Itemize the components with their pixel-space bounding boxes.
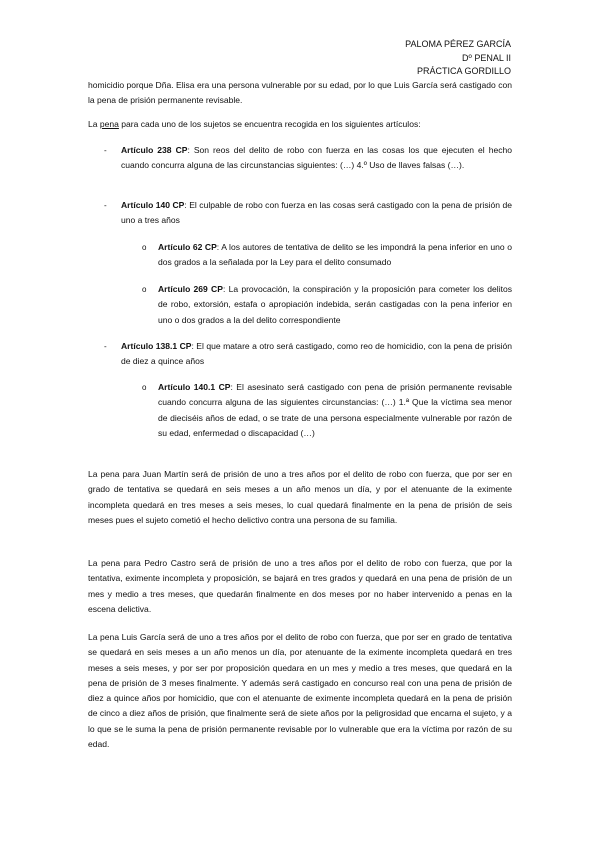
course-name: Dº PENAL II (462, 52, 511, 63)
article-item (104, 143, 512, 174)
body-paragraph (88, 556, 512, 617)
paragraph-luis-garcia: La pena Luis García será de uno a tres años por el delito de robo con fuerza, que por ser en grado de tentativa se quedará en seis meses a un año menos un día, por atenuante de la eximente incompleta quedará en tres meses a seis meses, y por ser por proposición quedara en un mes y medio a tres meses, que quedará en la pena de prisión de 3 meses finalmente. Y además será castigado en concurso real con una pena de prisión de diez a quince años por homicidio, que con el atenuante de eximente incompleta quedará en la pena de prisión de cinco a diez años de prisión, que finalmente será de siete años por la peligrosidad que encarna el sujeto, y a lo que se le suma la pena de prisión permanente revisable por lo vulnerable que era la víctima por razón de su edad. (88, 632, 512, 750)
article-title: Artículo 62 CP (158, 242, 217, 252)
penalty-intro-pre: La (88, 119, 100, 129)
author-name: PALOMA PÉREZ GARCÍA (405, 39, 511, 49)
article-title: Artículo 140 CP (121, 200, 185, 210)
article-text: : La provocación, la conspiración y la proposición para cometer los delitos de robo, extorsión, estafa o apropiación indebida, serán castigadas con la pena inferior en uno o dos grados a la del delito correspondiente (158, 284, 512, 325)
bullet-dash: - (104, 146, 107, 155)
article-title: Artículo 140.1 CP (158, 382, 231, 392)
intro-paragraph (88, 78, 512, 109)
article-subitem (142, 282, 512, 328)
article-title: Artículo 138.1 CP (121, 341, 192, 351)
article-title: Artículo 238 CP (121, 145, 188, 155)
article-text: : El asesinato será castigado con pena de prisión permanente revisable cuando concurra alguna de las siguientes circunstancias: (…) 1.ª Que la víctima sea menor de dieciséis años de edad, o se trate de una persona especialmente vulnerable por razón de su edad, enfermedad o discapacidad (…) (158, 382, 512, 438)
bullet-circle: o (142, 243, 147, 252)
article-text: : A los autores de tentativa de delito se les impondrá la pena inferior en uno o dos grados a la señalada por la Ley para el delito consumado (158, 242, 512, 268)
body-paragraph (88, 630, 512, 752)
bullet-circle: o (142, 383, 147, 392)
intro-text: homicidio porque Dña. Elisa era una persona vulnerable por su edad, por lo que Luis García será castigado con la pena de prisión permanente revisable. (88, 80, 512, 106)
paragraph-juan-martin: La pena para Juan Martín será de prisión de uno a tres años por el delito de robo con fuerza, que por ser en grado de tentativa se quedará en seis meses a un año menos un día, y por el atenuante de la eximente incompleta quedará en tres meses a seis meses, lo cual quedará finalmente en la pena de prisión de seis meses pues el sujeto cometió el hecho delictivo contra una persona de su familia. (88, 469, 512, 525)
paragraph-pedro-castro: La pena para Pedro Castro será de prisión de uno a tres años por el delito de robo con fuerza, que por la tentativa, eximente incompleta y proposición, se bajará en tres grados y quedará en una pena de prisión de un mes y medio a tres meses, que quedarán finalmente en dos meses por no haber intervenido a penas en la escena delictiva. (88, 558, 512, 614)
article-subitem (142, 240, 512, 271)
body-paragraph (88, 467, 512, 528)
penalty-intro-underlined: pena (99, 119, 119, 129)
article-title: Artículo 269 CP (158, 284, 223, 294)
penalty-intro-paragraph (88, 117, 512, 132)
penalty-intro-post: para cada uno de los sujetos se encuentra recogida en los siguientes artículos: (118, 119, 421, 129)
bullet-dash: - (104, 342, 107, 351)
article-text: : El culpable de robo con fuerza en las cosas será castigado con la pena de prisión de uno a tres años (121, 200, 512, 226)
article-subitem (142, 380, 512, 441)
article-text: : Son reos del delito de robo con fuerza en las cosas los que ejecuten el hecho cuando concurra alguna de las circunstancias siguientes: (…) 4.º Uso de llaves falsas (…). (121, 145, 513, 171)
page-header (405, 38, 511, 79)
bullet-dash: - (104, 201, 107, 210)
article-item (104, 339, 512, 370)
article-item (104, 198, 512, 229)
article-text: : El que matare a otro será castigado, como reo de homicidio, con la pena de prisión de diez a quince años (121, 341, 512, 367)
bullet-circle: o (142, 285, 147, 294)
practice-title: PRÁCTICA GORDILLO (416, 66, 511, 76)
